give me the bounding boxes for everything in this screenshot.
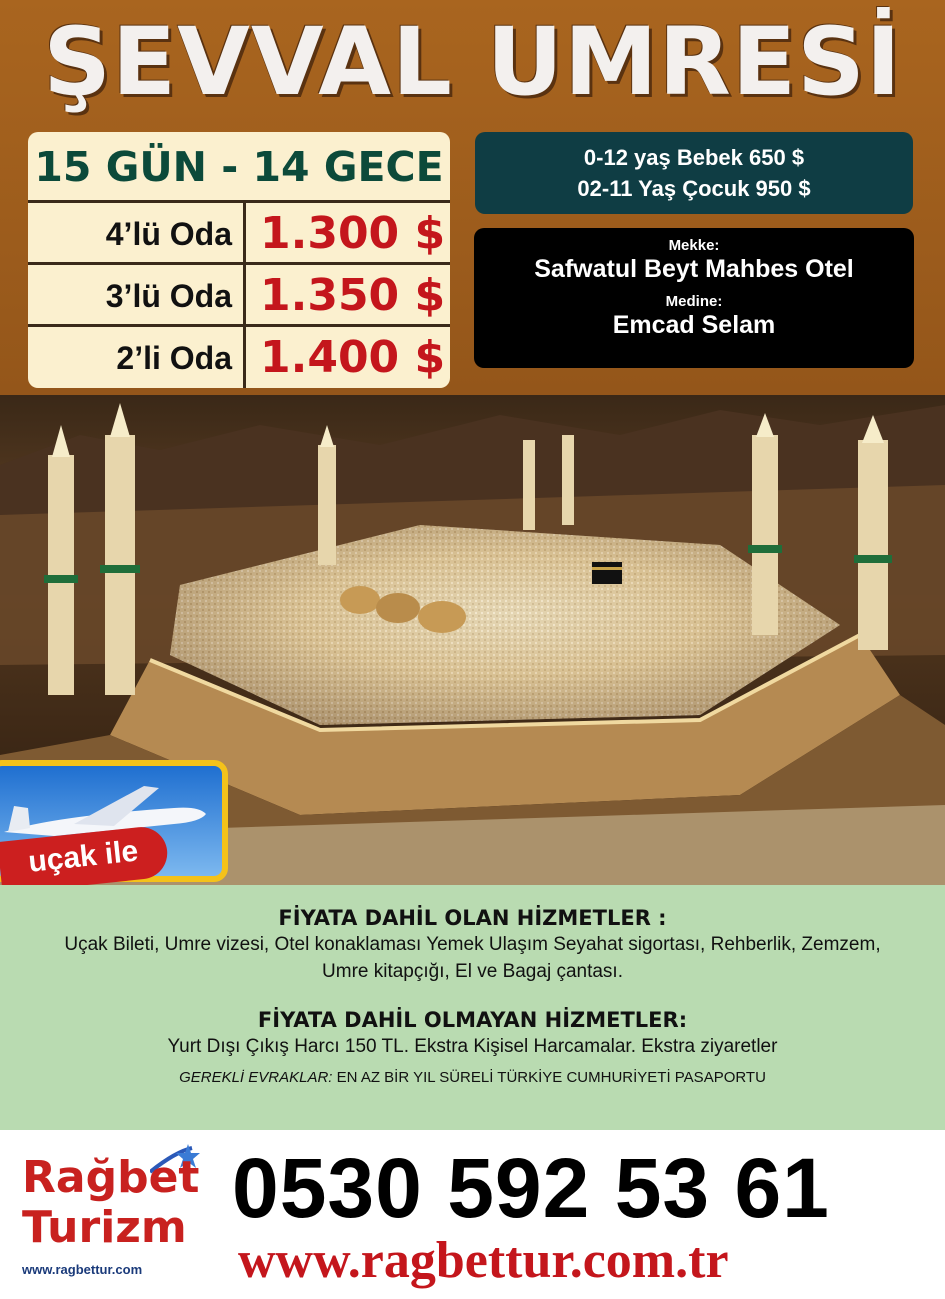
price-row (28, 324, 450, 388)
room-type: 2’li Oda (116, 340, 232, 376)
price-row (28, 262, 450, 327)
divider (243, 327, 246, 388)
room-type: 4’lü Oda (105, 216, 232, 252)
divider (243, 265, 246, 327)
header-band (0, 0, 945, 395)
price-row (28, 200, 450, 265)
poster-title: ŞEVVAL UMRESİ (43, 8, 902, 117)
divider (243, 203, 246, 265)
brand-url[interactable]: www.ragbettur.com (22, 1262, 143, 1277)
mecca-label: Mekke: (668, 237, 720, 254)
required-docs-label: GEREKLİ EVRAKLAR: (179, 1069, 333, 1086)
mecca-hotel: Safwatul Beyt Mahbes Otel (534, 255, 854, 283)
by-plane-label: uçak ile (0, 825, 170, 894)
brand-name-line1: Rağbet (22, 1152, 200, 1203)
price-table (28, 132, 450, 388)
room-type: 3’lü Oda (105, 278, 232, 314)
included-title: FİYATA DAHİL OLAN HİZMETLER : (278, 906, 667, 930)
child-price: 02-11 Yaş Çocuk 950 $ (577, 176, 811, 201)
duration-label: 15 GÜN - 14 GECE (34, 143, 444, 191)
room-price: 1.400 $ (260, 332, 446, 383)
medina-label: Medine: (665, 293, 723, 310)
infant-price: 0-12 yaş Bebek 650 $ (583, 145, 805, 170)
footer (0, 1130, 945, 1299)
phone-number[interactable]: 0530 592 53 61 (232, 1141, 830, 1235)
brand-name-line2: Turizm (22, 1202, 187, 1253)
room-price: 1.300 $ (260, 208, 446, 259)
child-price-box (475, 132, 913, 214)
website-link[interactable]: www.ragbettur.com.tr (238, 1232, 729, 1289)
required-docs-text: EN AZ BİR YIL SÜRELİ TÜRKİYE CUMHURİYETİ PASAPORTU (336, 1069, 766, 1086)
medina-hotel: Emcad Selam (612, 311, 776, 339)
hotel-box (474, 228, 914, 368)
excluded-title: FİYATA DAHİL OLMAYAN HİZMETLER: (257, 1008, 688, 1032)
room-price: 1.350 $ (260, 270, 446, 321)
excluded-line: Yurt Dışı Çıkış Harcı 150 TL. Ekstra Kişisel Harcamalar. Ekstra ziyaretler (167, 1036, 778, 1057)
included-line: Uçak Bileti, Umre vizesi, Otel konaklaması Yemek Ulaşım Seyahat sigortası, Rehberlik, Zemzem, (64, 934, 881, 955)
included-line: Umre kitapçığı, El ve Bagaj çantası. (322, 961, 623, 982)
services-section (0, 885, 945, 1130)
required-docs (0, 1068, 945, 1088)
